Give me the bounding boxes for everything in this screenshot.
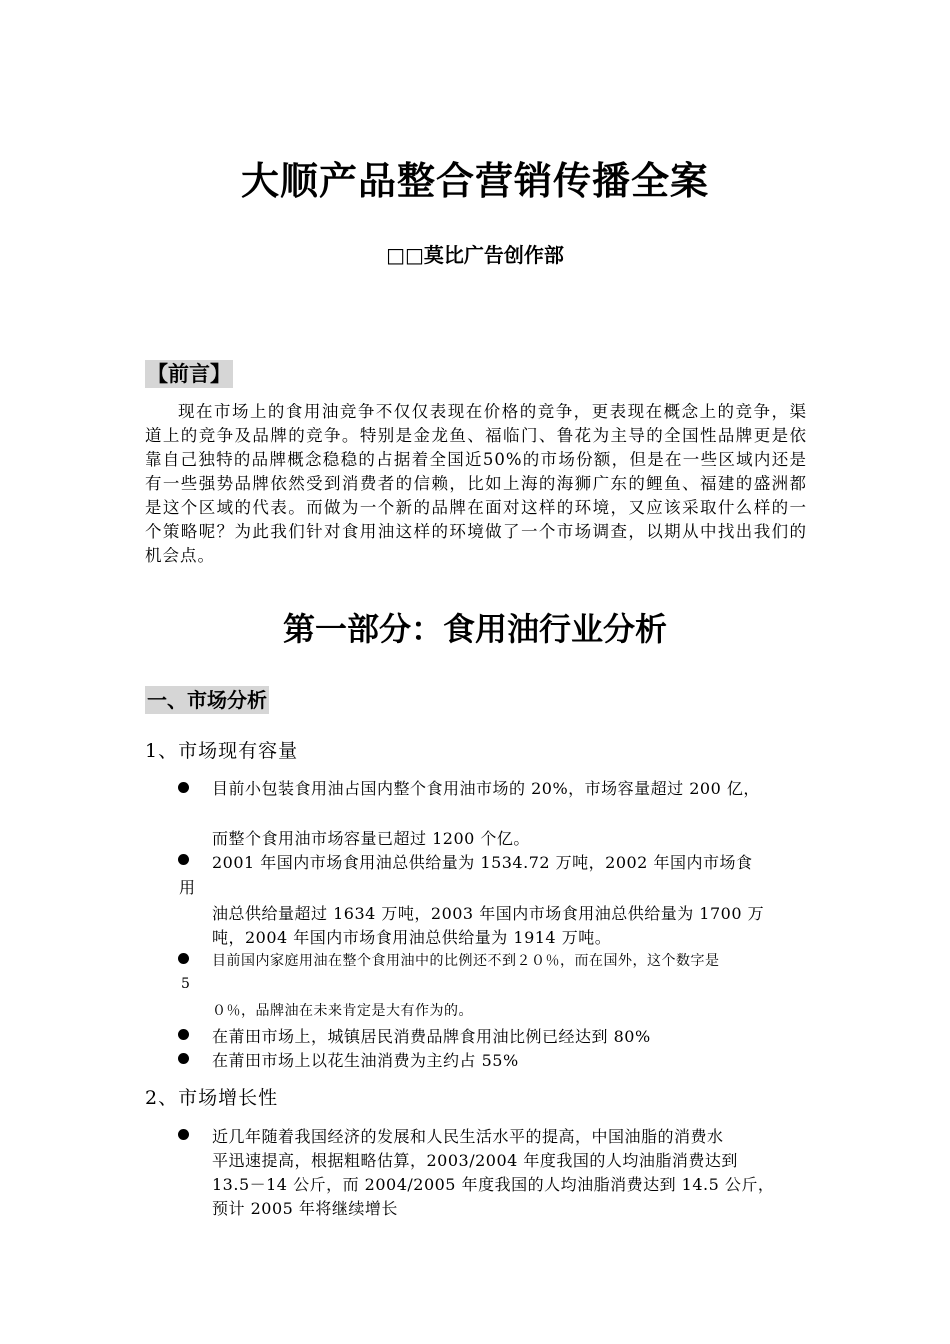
section-heading-market-analysis: 一、市场分析 [147, 688, 267, 712]
preface-body: 现在市场上的食用油竞争不仅仅表现在价格的竞争，更表现在概念上的竞争，渠道上的竞争及品牌的竞争。特别是金龙鱼、福临门、鲁花为主导的全国性品牌更是依靠自己独特的品牌概念稳稳的占据着全国近50%的市场份额，但是在一些区域内还是有一些强势品牌依然受到消费者的信赖，比如上海的海狮广东的鲤鱼、福建的盛洲都是这个区域的代表。而做为一个新的品牌在面对这样的环境，又应该采取什么样的一个策略呢？为此我们针对食用油这样的环境做了一个市场调查，以期从中找出我们的机会点。 [145, 402, 807, 565]
bullet-line: 13.5－14 公斤，而 2004/2005 年度我国的人均油脂消费达到 14.5 公斤， [212, 1175, 775, 1194]
document-title: 大顺产品整合营销传播全案 [240, 159, 709, 203]
bullet-icon [178, 1129, 189, 1140]
document-subtitle: □□莫比广告创作部 [386, 243, 564, 267]
bullet-line: 预计 2005 年将继续增长 [212, 1199, 398, 1218]
bullet-line: 2001 年国内市场食用油总供给量为 1534.72 万吨，2002 年国内市场食 [212, 853, 753, 872]
bullet-line: 油总供给量超过 1634 万吨，2003 年国内市场食用油总供给量为 1700 万 [212, 904, 765, 923]
bullet-line: 目前小包装食用油占国内整个食用油市场的 20%，市场容量超过 200 亿， [212, 779, 760, 798]
bullet-line: 近几年随着我国经济的发展和人民生活水平的提高，中国油脂的消费水 [212, 1127, 724, 1146]
bullet-icon [178, 1053, 189, 1064]
bullet-line: 5 [181, 976, 191, 992]
bullet-line: 在莆田市场上以花生油消费为主约占 55% [212, 1051, 519, 1070]
bullet-line: 在莆田市场上，城镇居民消费品牌食用油比例已经达到 80% [212, 1027, 651, 1046]
bullet-line: 平迅速提高，根据粗略估算，2003/2004 年度我国的人均油脂消费达到 [212, 1151, 738, 1170]
bullet-icon [178, 1029, 189, 1040]
bullet-line: ０％，品牌油在未来肯定是大有作为的。 [212, 1003, 473, 1019]
bullet-line: 用 [179, 878, 196, 897]
bullet-line: 而整个食用油市场容量已超过 1200 个亿。 [212, 829, 530, 848]
bullet-line: 目前国内家庭用油在整个食用油中的比例还不到２０％，而在国外，这个数字是 [212, 953, 720, 969]
bullet-icon [178, 854, 189, 865]
bullet-icon [178, 953, 189, 964]
bullet-icon [178, 782, 189, 793]
subsection-heading-capacity: 1、市场现有容量 [145, 740, 299, 762]
part-title: 第一部分：食用油行业分析 [282, 610, 667, 648]
subsection-heading-growth: 2、市场增长性 [145, 1087, 279, 1109]
bullet-line: 吨，2004 年国内市场食用油总供给量为 1914 万吨。 [212, 928, 612, 947]
preface-heading: 【前言】 [147, 362, 231, 386]
